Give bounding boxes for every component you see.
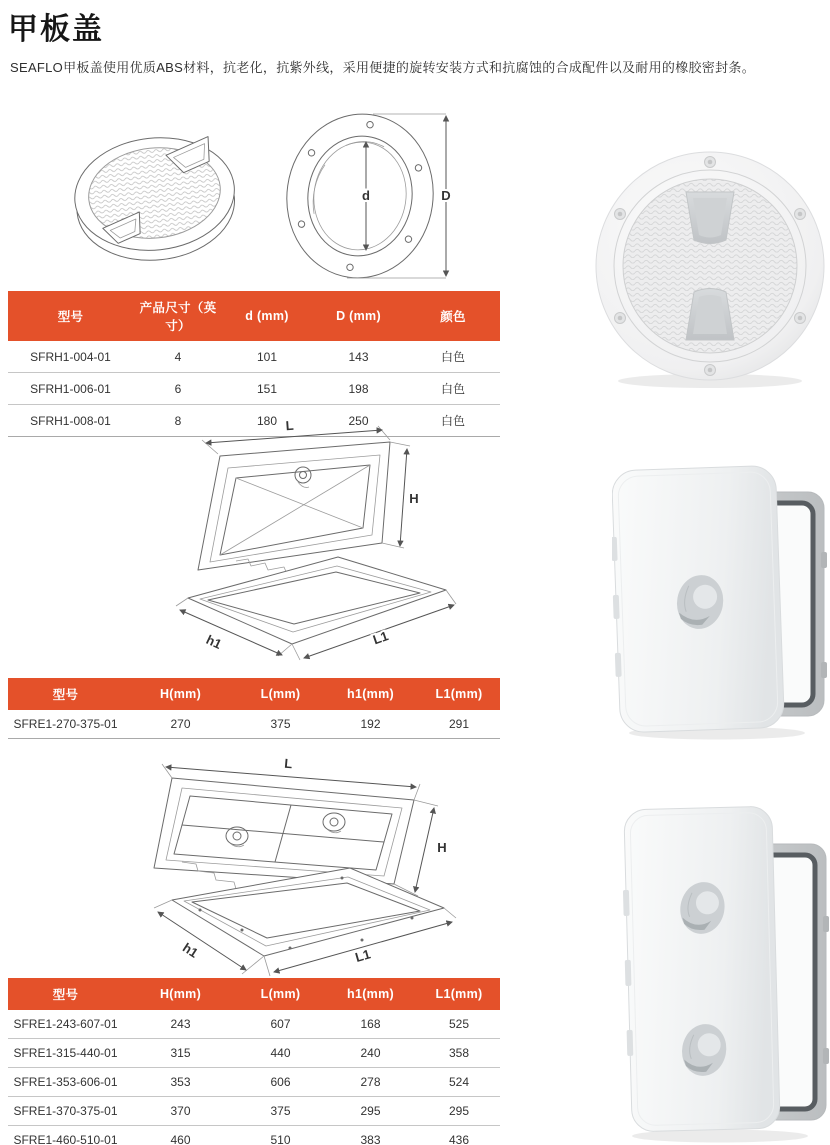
model-number: SFRH1-004-01	[8, 341, 133, 373]
hatch-single-photo	[612, 456, 830, 741]
spec-value: 291	[418, 710, 500, 739]
spec-value: 151	[223, 373, 311, 405]
hatch-double-spec-table	[8, 978, 500, 1145]
table-row	[8, 1039, 500, 1068]
spec-value: 278	[323, 1068, 418, 1097]
spec-value: 383	[323, 1126, 418, 1145]
spec-value: 375	[238, 1097, 323, 1126]
spec-value: 250	[311, 405, 406, 437]
spec-value: 525	[418, 1010, 500, 1039]
header-row	[8, 678, 500, 710]
column-header: h1(mm)	[323, 978, 418, 1010]
spec-value: 180	[223, 405, 311, 437]
dim-label-H: H	[409, 491, 419, 506]
spec-value: 白色	[406, 373, 500, 405]
hatch-double-line-drawing	[112, 750, 472, 980]
column-header: L(mm)	[238, 678, 323, 710]
header-row	[8, 978, 500, 1010]
hatch-single-line-drawing	[140, 418, 475, 668]
round-plate-photo	[590, 148, 830, 392]
header-row	[8, 291, 500, 341]
dim-label-L: L	[285, 418, 295, 434]
dim-label-h1: h1	[203, 631, 224, 652]
spec-value: 168	[323, 1010, 418, 1039]
spec-value: 白色	[406, 405, 500, 437]
table-row	[8, 1068, 500, 1097]
grip-recess-top	[686, 192, 734, 244]
column-header: H(mm)	[123, 678, 238, 710]
column-header: H(mm)	[123, 978, 238, 1010]
spec-value: 270	[123, 710, 238, 739]
dim-label-L: L	[283, 755, 294, 772]
spec-value: 240	[323, 1039, 418, 1068]
column-header: 颜色	[406, 291, 500, 341]
spec-value: 198	[311, 373, 406, 405]
table-row	[8, 710, 500, 739]
column-header: L1(mm)	[418, 678, 500, 710]
dim-label-h1: h1	[180, 939, 201, 961]
model-number: SFRE1-460-510-01	[8, 1126, 123, 1145]
model-number: SFRE1-315-440-01	[8, 1039, 123, 1068]
grip-recess-bottom	[686, 289, 734, 341]
spec-value: 101	[223, 341, 311, 373]
column-header: h1(mm)	[323, 678, 418, 710]
spec-value: 白色	[406, 341, 500, 373]
column-header: D (mm)	[311, 291, 406, 341]
column-header: 型号	[8, 678, 123, 710]
model-number: SFRH1-006-01	[8, 373, 133, 405]
spec-value: 8	[133, 405, 223, 437]
hatch-double-photo	[622, 788, 830, 1145]
dim-label-D: D	[441, 188, 451, 203]
spec-value: 295	[323, 1097, 418, 1126]
column-header: 型号	[8, 291, 133, 341]
spec-value: 295	[418, 1097, 500, 1126]
hatch-lid	[198, 442, 390, 574]
round-plate-spec-table	[8, 291, 500, 437]
round-plate-line-drawing	[55, 98, 465, 293]
spec-value: 315	[123, 1039, 238, 1068]
column-header: L(mm)	[238, 978, 323, 1010]
spec-value: 510	[238, 1126, 323, 1145]
spec-value: 460	[123, 1126, 238, 1145]
dim-label-d: d	[362, 188, 370, 203]
dim-label-H: H	[437, 840, 447, 855]
spec-value: 6	[133, 373, 223, 405]
model-number: SFRE1-270-375-01	[8, 710, 123, 739]
column-header: L1(mm)	[418, 978, 500, 1010]
round-plate-isometric-view	[69, 130, 241, 268]
spec-value: 4	[133, 341, 223, 373]
table-row	[8, 1010, 500, 1039]
hatch-single-spec-table	[8, 678, 500, 739]
spec-value: 607	[238, 1010, 323, 1039]
spec-value: 192	[323, 710, 418, 739]
spec-value: 440	[238, 1039, 323, 1068]
hatch-lid	[622, 806, 780, 1132]
model-number: SFRE1-243-607-01	[8, 1010, 123, 1039]
dim-label-L1: L1	[370, 628, 391, 648]
column-header: 产品尺寸（英寸）	[133, 291, 223, 341]
hatch-lid	[612, 465, 785, 733]
spec-value: 524	[418, 1068, 500, 1097]
spec-value: 370	[123, 1097, 238, 1126]
dim-label-L1: L1	[353, 946, 373, 965]
spec-value: 375	[238, 710, 323, 739]
spec-value: 606	[238, 1068, 323, 1097]
spec-value: 358	[418, 1039, 500, 1068]
table-row	[8, 1097, 500, 1126]
model-number: SFRE1-370-375-01	[8, 1097, 123, 1126]
column-header: 型号	[8, 978, 123, 1010]
table-row	[8, 1126, 500, 1145]
table-row	[8, 341, 500, 373]
spec-value: 143	[311, 341, 406, 373]
model-number: SFRH1-008-01	[8, 405, 133, 437]
page-subtitle: SEAFLO甲板盖使用优质ABS材料，抗老化，抗紫外线，采用便捷的旋转安装方式和抗腐蚀的合成配件以及耐用的橡胶密封条。	[10, 60, 756, 75]
hatch-lid	[154, 778, 414, 891]
model-number: SFRE1-353-606-01	[8, 1068, 123, 1097]
spec-value: 243	[123, 1010, 238, 1039]
hatch-frame	[172, 868, 444, 956]
spec-value: 353	[123, 1068, 238, 1097]
round-plate-front-view	[276, 105, 450, 288]
spec-value: 436	[418, 1126, 500, 1145]
column-header: d (mm)	[223, 291, 311, 341]
table-row	[8, 373, 500, 405]
page-title: 甲板盖	[8, 13, 104, 46]
